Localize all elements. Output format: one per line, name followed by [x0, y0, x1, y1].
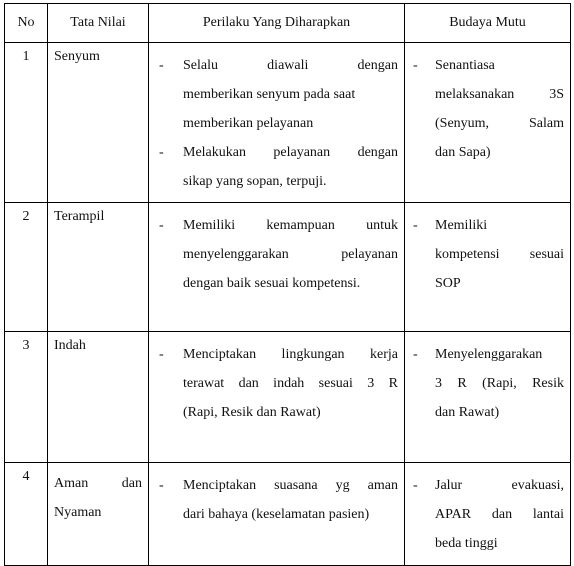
line-text: (Senyum, Salam: [435, 116, 564, 131]
values-table-container: [4, 3, 570, 566]
list-item: [409, 211, 564, 298]
line-text: - Jalur evakuasi,: [435, 478, 564, 493]
row-number: 2: [5, 203, 48, 332]
perilaku-cell: [149, 332, 405, 463]
line-text: sikap yang sopan, terpuji.: [183, 174, 327, 189]
table-row: [5, 332, 571, 463]
budaya-list: [409, 211, 564, 298]
tata-nilai-label: Nyaman: [54, 505, 102, 520]
line-text: - Memiliki: [435, 218, 488, 233]
tata-nilai-label: Senyum: [54, 49, 100, 64]
table-row: [5, 43, 571, 203]
line-text: - Menciptakan suasana yg aman: [183, 478, 398, 493]
perilaku-list: [153, 51, 398, 196]
budaya-cell: [405, 43, 571, 203]
list-item: [153, 471, 398, 529]
header-perilaku: Perilaku Yang Diharapkan: [149, 4, 405, 43]
header-budaya: Budaya Mutu: [405, 4, 571, 43]
perilaku-list: [153, 471, 398, 529]
line-text: dan Sapa): [435, 145, 491, 160]
header-no: No: [5, 4, 48, 43]
table-row: [5, 203, 571, 332]
tata-nilai-label: Aman dan: [54, 476, 142, 491]
line-text: - Menyelenggarakan: [435, 347, 543, 362]
line-text: - Memiliki kemampuan untuk: [183, 218, 398, 233]
perilaku-list: [153, 211, 398, 298]
perilaku-list: [153, 340, 398, 427]
line-text: - Senantiasa: [435, 58, 495, 73]
line-text: - Menciptakan lingkungan kerja: [183, 347, 398, 362]
values-table: [4, 3, 571, 566]
budaya-list: [409, 340, 564, 427]
line-text: memberikan pelayanan: [183, 116, 314, 131]
tata-nilai-cell: [48, 203, 149, 332]
line-text: melaksanakan 3S: [435, 87, 564, 102]
budaya-cell: [405, 203, 571, 332]
line-text: memberikan senyum pada saat: [183, 87, 356, 102]
perilaku-cell: [149, 463, 405, 566]
list-item: [409, 51, 564, 167]
list-item: [153, 51, 398, 138]
line-text: terawat dan indah sesuai 3 R: [183, 376, 398, 391]
line-text: menyelenggarakan pelayanan: [183, 247, 398, 262]
row-number: 4: [5, 463, 48, 566]
perilaku-cell: [149, 43, 405, 203]
line-text: kompetensi sesuai: [435, 247, 564, 262]
budaya-list: [409, 51, 564, 167]
tata-nilai-cell: [48, 463, 149, 566]
line-text: dengan baik sesuai kompetensi.: [183, 276, 361, 291]
row-number: 3: [5, 332, 48, 463]
line-text: beda tinggi: [435, 536, 498, 551]
line-text: (Rapi, Resik dan Rawat): [183, 405, 321, 420]
list-item: [409, 340, 564, 427]
table-row: [5, 463, 571, 566]
list-item: [409, 471, 564, 558]
line-text: - Selalu diawali dengan: [183, 58, 398, 73]
budaya-cell: [405, 463, 571, 566]
tata-nilai-cell: [48, 43, 149, 203]
line-text: dan Rawat): [435, 405, 500, 420]
budaya-cell: [405, 332, 571, 463]
tata-nilai-cell: [48, 332, 149, 463]
tata-nilai-label: Indah: [54, 338, 86, 353]
line-text: SOP: [435, 276, 461, 291]
list-item: [153, 340, 398, 427]
line-text: dari bahaya (keselamatan pasien): [183, 507, 370, 522]
header-tata-nilai: Tata Nilai: [48, 4, 149, 43]
tata-nilai-label: Terampil: [54, 209, 105, 224]
row-number: 1: [5, 43, 48, 203]
line-text: APAR dan lantai: [435, 507, 564, 522]
perilaku-cell: [149, 203, 405, 332]
list-item: [153, 211, 398, 298]
budaya-list: [409, 471, 564, 558]
list-item: [153, 138, 398, 196]
line-text: 3 R (Rapi, Resik: [435, 376, 564, 391]
line-text: - Melakukan pelayanan dengan: [183, 145, 398, 160]
header-row: [5, 4, 571, 43]
